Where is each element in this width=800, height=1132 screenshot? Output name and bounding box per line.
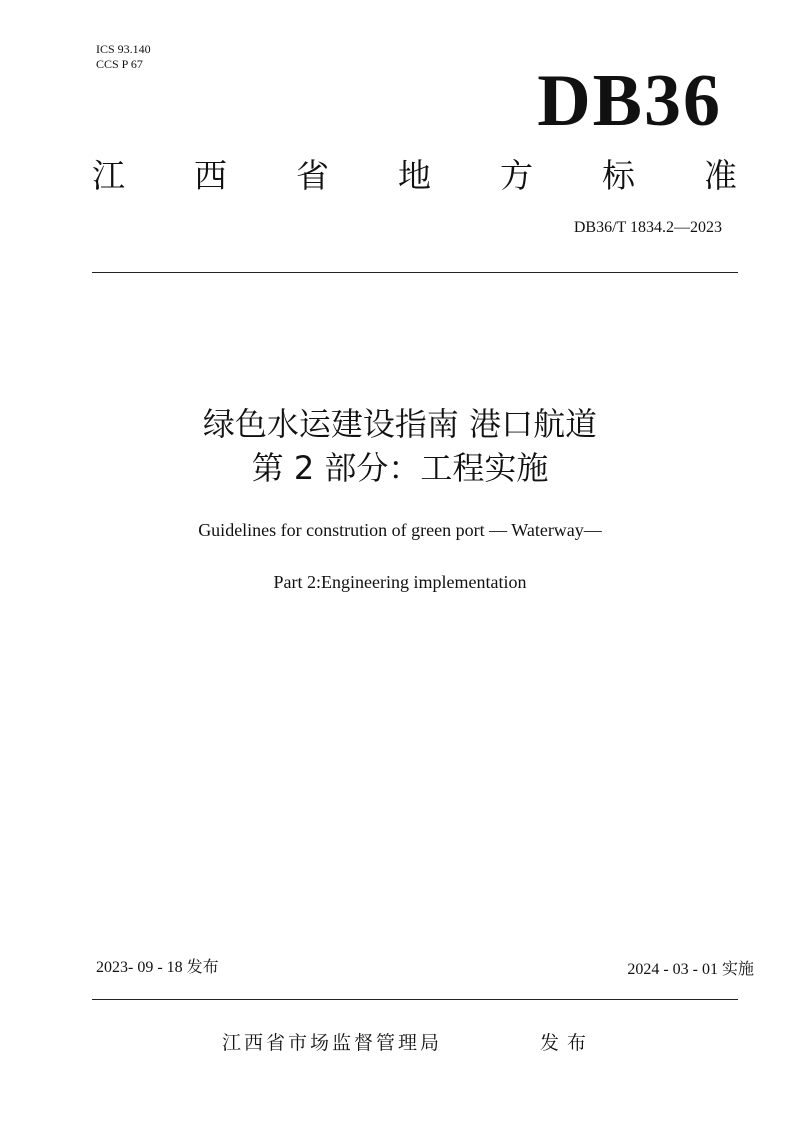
db36-logo: DB36 (537, 60, 722, 142)
chinese-title-line-1: 绿色水运建设指南 港口航道 (202, 405, 598, 443)
english-title-line-2: Part 2:Engineering implementation (273, 572, 527, 592)
ccs-code: CCS P 67 (96, 57, 143, 71)
chinese-title-line-2: 第 2 部分：工程实施 (251, 449, 549, 487)
top-divider (92, 272, 738, 273)
standard-type-heading (92, 154, 737, 198)
issue-action-label: 发布 (540, 1032, 595, 1054)
release-date: 2023- 09 - 18 发布 (96, 959, 219, 976)
standard-type-char: 准 (704, 156, 737, 195)
standard-number: DB36/T 1834.2—2023 (573, 219, 722, 236)
bottom-divider (92, 999, 738, 1000)
standard-type-char: 方 (500, 156, 533, 195)
ics-code: ICS 93.140 (96, 42, 151, 56)
implementation-date: 2024 - 03 - 01 实施 (627, 961, 754, 978)
chinese-title (0, 402, 800, 490)
standard-type-char: 标 (602, 156, 635, 195)
classification-codes (96, 42, 151, 72)
english-title-line-1: Guidelines for constrution of green port — Waterway— (198, 520, 602, 540)
standard-type-char: 江 (92, 156, 125, 195)
standard-type-char: 地 (398, 156, 431, 195)
standard-type-char: 西 (194, 156, 227, 195)
standard-type-char: 省 (296, 156, 329, 195)
issuing-authority: 江西省市场监督管理局 (222, 1032, 443, 1054)
